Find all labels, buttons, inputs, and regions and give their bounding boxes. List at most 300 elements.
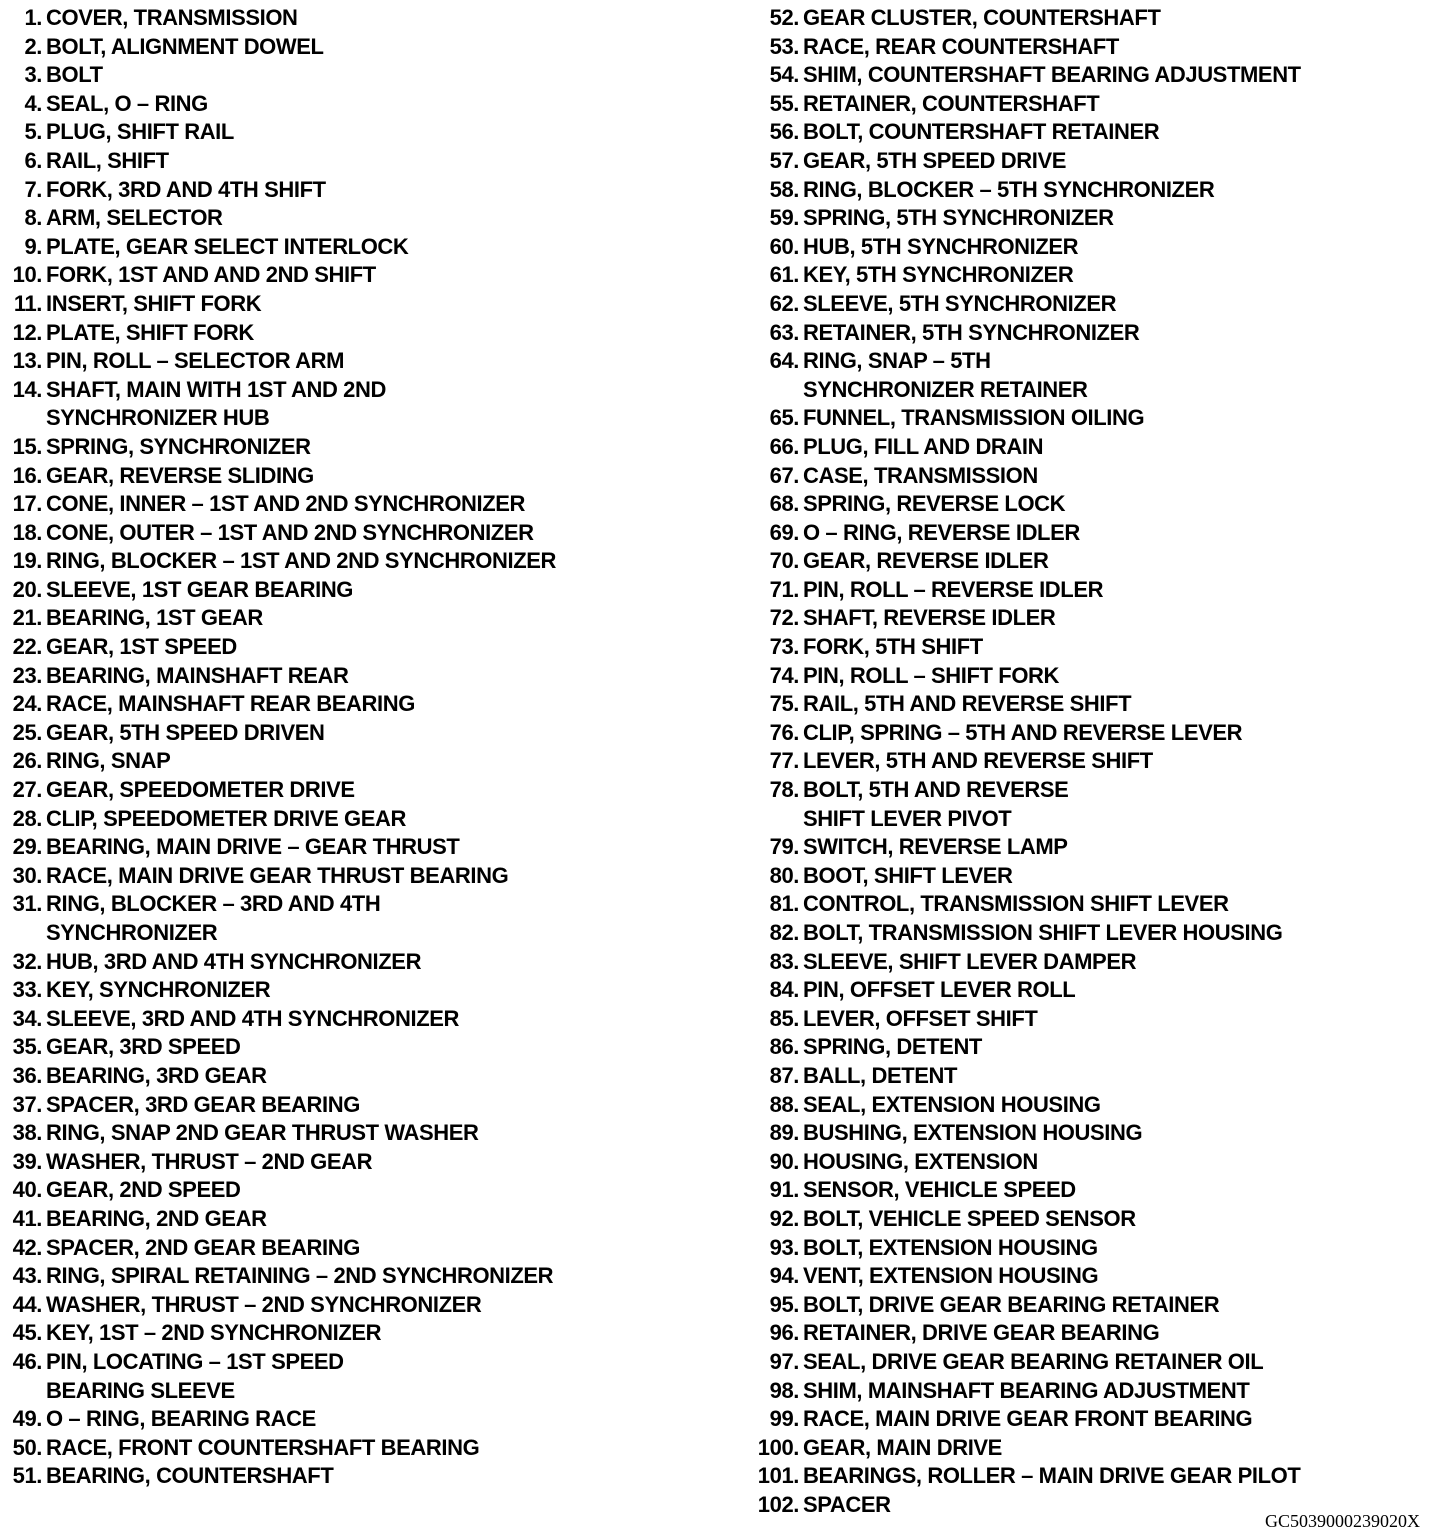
legend-item	[0, 319, 700, 348]
item-number: 18.	[12, 519, 42, 545]
item-description	[46, 1262, 553, 1291]
item-text: RETAINER, 5TH SYNCHRONIZER	[803, 319, 1140, 345]
item-text: KEY, 5TH SYNCHRONIZER	[803, 262, 1074, 288]
item-description	[803, 1377, 1249, 1406]
item-number: 69.	[769, 519, 799, 545]
item-number: 101.	[757, 1463, 799, 1489]
legend-item	[748, 319, 1428, 348]
item-number: 79.	[769, 834, 799, 860]
legend-item	[748, 1062, 1428, 1091]
item-number: 70.	[769, 548, 799, 574]
item-number: 80.	[769, 862, 799, 888]
item-text: PLUG, SHIFT RAIL	[46, 119, 234, 145]
item-description	[803, 662, 1059, 691]
item-text: BEARING, COUNTERSHAFT	[46, 1463, 334, 1489]
item-number: 87.	[769, 1062, 799, 1088]
item-description	[46, 261, 376, 290]
item-number: 62.	[769, 290, 799, 316]
item-number: 91.	[769, 1177, 799, 1203]
legend-item	[0, 433, 700, 462]
item-text: GEAR, 5TH SPEED DRIVEN	[46, 719, 325, 745]
legend-item	[0, 1234, 700, 1263]
item-number: 14.	[12, 376, 42, 402]
item-number: 29.	[12, 834, 42, 860]
item-description	[803, 1005, 1037, 1034]
legend-item	[748, 118, 1428, 147]
item-text: PLUG, FILL AND DRAIN	[803, 433, 1044, 459]
legend-item	[0, 519, 700, 548]
legend-item	[748, 147, 1428, 176]
item-text: BOLT, COUNTERSHAFT RETAINER	[803, 119, 1160, 145]
item-text: GEAR, SPEEDOMETER DRIVE	[46, 777, 355, 803]
legend-item	[748, 462, 1428, 491]
legend-item	[0, 776, 700, 805]
item-text: HUB, 5TH SYNCHRONIZER	[803, 233, 1079, 259]
item-number: 83.	[769, 948, 799, 974]
item-number: 85.	[769, 1005, 799, 1031]
legend-item	[748, 976, 1428, 1005]
item-number: 33.	[12, 977, 42, 1003]
item-description	[803, 776, 1068, 833]
item-text: SLEEVE, 1ST GEAR BEARING	[46, 576, 354, 602]
legend-item	[0, 1033, 700, 1062]
legend-item	[748, 290, 1428, 319]
legend-item	[0, 719, 700, 748]
item-text: SHIM, COUNTERSHAFT BEARING ADJUSTMENT	[803, 62, 1301, 88]
item-description	[803, 433, 1043, 462]
figure-id: GC5039000239020X	[1264, 1511, 1420, 1531]
legend-item	[748, 233, 1428, 262]
item-number: 81.	[769, 891, 799, 917]
legend-item	[748, 261, 1428, 290]
item-text: CLIP, SPRING – 5TH AND REVERSE LEVER	[803, 719, 1243, 745]
item-number: 82.	[769, 920, 799, 945]
item-text: KEY, 1ST – 2ND SYNCHRONIZER	[46, 1320, 382, 1346]
legend-item	[748, 33, 1428, 62]
item-text: HUB, 3RD AND 4TH SYNCHRONIZER	[46, 948, 422, 974]
item-description	[803, 1291, 1219, 1320]
item-text: SHIM, MAINSHAFT BEARING ADJUSTMENT	[803, 1377, 1250, 1403]
item-text: PIN, ROLL – REVERSE IDLER	[803, 576, 1104, 602]
item-text: BOLT, TRANSMISSION SHIFT LEVER HOUSING	[803, 920, 1283, 945]
legend-item	[0, 90, 700, 119]
item-text: GEAR, 3RD SPEED	[46, 1034, 241, 1060]
item-number: 75.	[769, 691, 799, 717]
item-text: SPRING, SYNCHRONIZER	[46, 433, 311, 459]
item-number: 84.	[769, 977, 799, 1003]
item-number: 63.	[769, 319, 799, 345]
item-number: 67.	[769, 462, 799, 488]
item-description	[46, 1062, 267, 1091]
legend-item	[748, 1377, 1428, 1406]
legend-item	[0, 462, 700, 491]
legend-item	[748, 433, 1428, 462]
item-text: SENSOR, VEHICLE SPEED	[803, 1177, 1076, 1203]
item-number: 95.	[769, 1291, 799, 1317]
item-number: 36.	[12, 1062, 42, 1088]
item-number: 35.	[12, 1034, 42, 1060]
item-text: BOLT	[46, 62, 103, 88]
legend-item	[748, 890, 1428, 919]
item-description	[803, 118, 1159, 147]
item-number: 40.	[12, 1177, 42, 1203]
item-description	[803, 1119, 1142, 1148]
item-text: RING, SNAP	[46, 748, 171, 774]
item-text: O – RING, REVERSE IDLER	[803, 519, 1080, 545]
item-description	[46, 176, 326, 205]
item-text: SPACER	[803, 1491, 891, 1517]
item-number: 68.	[769, 491, 799, 517]
item-description	[46, 948, 421, 977]
item-text: PLATE, GEAR SELECT INTERLOCK	[46, 233, 409, 259]
item-text: RING, BLOCKER – 5TH SYNCHRONIZER	[803, 176, 1215, 202]
legend-item	[748, 490, 1428, 519]
item-description	[46, 1091, 360, 1120]
item-number: 22.	[12, 634, 42, 660]
item-description	[46, 862, 508, 891]
item-number: 76.	[769, 719, 799, 745]
item-description	[46, 1234, 360, 1263]
item-number: 26.	[12, 748, 42, 774]
item-description	[46, 1434, 479, 1463]
item-number: 74.	[769, 662, 799, 688]
legend-item	[748, 61, 1428, 90]
item-text-continuation: SYNCHRONIZER RETAINER	[803, 376, 1088, 402]
legend-item	[748, 1234, 1428, 1263]
legend-item	[0, 61, 700, 90]
item-text: SLEEVE, 5TH SYNCHRONIZER	[803, 290, 1117, 316]
legend-item	[0, 1405, 700, 1434]
item-text-continuation: SHIFT LEVER PIVOT	[803, 805, 1012, 831]
item-text: GEAR, REVERSE IDLER	[803, 548, 1049, 574]
item-text: LEVER, OFFSET SHIFT	[803, 1005, 1038, 1031]
item-description	[46, 576, 353, 605]
item-text: RING, SNAP – 5TH	[803, 348, 991, 374]
legend-item	[748, 1119, 1428, 1148]
legend-item	[0, 33, 700, 62]
item-number: 2.	[24, 33, 42, 59]
item-description	[46, 1348, 344, 1405]
item-description	[46, 1405, 316, 1434]
legend-item	[0, 176, 700, 205]
item-number: 73.	[769, 634, 799, 660]
item-text: CASE, TRANSMISSION	[803, 462, 1038, 488]
legend-item	[748, 1176, 1428, 1205]
legend-item	[0, 1291, 700, 1320]
item-text: PIN, ROLL – SELECTOR ARM	[46, 348, 345, 374]
item-text: BEARINGS, ROLLER – MAIN DRIVE GEAR PILOT	[803, 1463, 1301, 1489]
item-number: 100.	[757, 1434, 799, 1460]
item-text: RING, SNAP 2ND GEAR THRUST WASHER	[46, 1120, 479, 1146]
legend-item	[0, 1005, 700, 1034]
item-number: 21.	[12, 605, 42, 631]
item-text: SLEEVE, 3RD AND 4TH SYNCHRONIZER	[46, 1005, 459, 1031]
item-description	[46, 1148, 372, 1177]
item-number: 93.	[769, 1234, 799, 1260]
item-number: 28.	[12, 805, 42, 831]
item-description	[46, 776, 355, 805]
item-description	[46, 33, 324, 62]
legend-item	[748, 1405, 1428, 1434]
item-description	[46, 1176, 241, 1205]
item-description	[46, 890, 380, 947]
item-description	[46, 1119, 479, 1148]
item-text: SPRING, DETENT	[803, 1034, 982, 1060]
legend-item	[748, 776, 1428, 833]
legend-item	[0, 1119, 700, 1148]
legend-item	[748, 547, 1428, 576]
item-text: WASHER, THRUST – 2ND SYNCHRONIZER	[46, 1291, 482, 1317]
legend-item	[0, 1176, 700, 1205]
item-description	[803, 1491, 891, 1520]
legend-item	[748, 862, 1428, 891]
legend-item	[0, 805, 700, 834]
item-number: 4.	[24, 90, 42, 116]
item-number: 71.	[769, 576, 799, 602]
item-text-continuation: SYNCHRONIZER	[46, 920, 218, 945]
item-description	[46, 633, 237, 662]
item-description	[46, 290, 261, 319]
item-number: 53.	[769, 33, 799, 59]
item-text: RAIL, 5TH AND REVERSE SHIFT	[803, 691, 1132, 717]
legend-item	[748, 90, 1428, 119]
item-text: BEARING, 2ND GEAR	[46, 1205, 267, 1231]
item-text: GEAR CLUSTER, COUNTERSHAFT	[803, 5, 1161, 30]
legend-item	[0, 261, 700, 290]
item-number: 19.	[12, 548, 42, 574]
legend-item	[0, 547, 700, 576]
item-number: 7.	[24, 176, 42, 202]
item-description	[46, 4, 298, 33]
item-text: RACE, MAIN DRIVE GEAR THRUST BEARING	[46, 862, 509, 888]
item-text: CLIP, SPEEDOMETER DRIVE GEAR	[46, 805, 407, 831]
item-text: BOLT, DRIVE GEAR BEARING RETAINER	[803, 1291, 1220, 1317]
item-description	[803, 33, 1119, 62]
legend-item	[0, 1148, 700, 1177]
item-number: 42.	[12, 1234, 42, 1260]
legend-column-right	[748, 4, 1428, 1519]
item-text-continuation: SYNCHRONIZER HUB	[46, 405, 270, 431]
item-description	[46, 1319, 381, 1348]
item-text: BOLT, ALIGNMENT DOWEL	[46, 33, 324, 59]
legend-item	[0, 633, 700, 662]
item-description	[803, 519, 1080, 548]
item-description	[803, 1348, 1263, 1377]
item-description	[803, 462, 1038, 491]
item-number: 30.	[12, 862, 42, 888]
item-text: FORK, 5TH SHIFT	[803, 634, 983, 660]
item-number: 38.	[12, 1120, 42, 1146]
legend-item	[748, 948, 1428, 977]
legend-item	[748, 519, 1428, 548]
item-number: 54.	[769, 62, 799, 88]
item-description	[46, 433, 311, 462]
item-description	[803, 147, 1066, 176]
legend-item	[748, 404, 1428, 433]
item-description	[803, 1405, 1252, 1434]
item-number: 94.	[769, 1263, 799, 1289]
item-number: 55.	[769, 90, 799, 116]
item-text: RING, BLOCKER – 3RD AND 4TH	[46, 891, 381, 917]
item-number: 66.	[769, 433, 799, 459]
item-number: 32.	[12, 948, 42, 974]
item-text: WASHER, THRUST – 2ND GEAR	[46, 1148, 373, 1174]
item-number: 25.	[12, 719, 42, 745]
item-text: PLATE, SHIFT FORK	[46, 319, 254, 345]
legend-item	[748, 1462, 1428, 1491]
item-text: FUNNEL, TRANSMISSION OILING	[803, 405, 1145, 431]
item-description	[803, 604, 1055, 633]
item-text: LEVER, 5TH AND REVERSE SHIFT	[803, 748, 1153, 774]
item-number: 99.	[769, 1406, 799, 1432]
item-number: 49.	[12, 1406, 42, 1432]
item-number: 31.	[12, 891, 42, 917]
item-description	[803, 1234, 1098, 1263]
legend-item	[0, 376, 700, 433]
legend-item	[0, 1319, 700, 1348]
item-text: GEAR, 2ND SPEED	[46, 1177, 241, 1203]
item-text: PIN, OFFSET LEVER ROLL	[803, 977, 1076, 1003]
legend-item	[0, 833, 700, 862]
legend-item	[748, 347, 1428, 404]
item-number: 20.	[12, 576, 42, 602]
item-description	[46, 319, 254, 348]
item-number: 51.	[12, 1463, 42, 1489]
item-number: 27.	[12, 777, 42, 803]
item-description	[46, 1005, 459, 1034]
item-description	[803, 233, 1078, 262]
item-description	[46, 1033, 241, 1062]
item-text: GEAR, MAIN DRIVE	[803, 1434, 1002, 1460]
item-number: 9.	[24, 233, 42, 259]
legend-item	[0, 4, 700, 33]
legend-item	[0, 147, 700, 176]
item-description	[803, 890, 1229, 919]
legend-item	[748, 4, 1428, 33]
item-description	[46, 376, 386, 433]
item-number: 56.	[769, 119, 799, 145]
item-description	[46, 347, 344, 376]
item-number: 34.	[12, 1005, 42, 1031]
legend-item	[748, 662, 1428, 691]
item-description	[46, 805, 406, 834]
item-description	[803, 90, 1099, 119]
item-description	[46, 519, 534, 548]
item-text: GEAR, 1ST SPEED	[46, 634, 237, 660]
item-text: RETAINER, COUNTERSHAFT	[803, 90, 1100, 116]
legend-item	[0, 1348, 700, 1405]
item-description	[803, 176, 1214, 205]
legend-item	[0, 1262, 700, 1291]
item-number: 52.	[769, 5, 799, 30]
item-description	[803, 719, 1242, 748]
item-text: COVER, TRANSMISSION	[46, 5, 298, 30]
item-description	[803, 833, 1068, 862]
item-number: 8.	[24, 205, 42, 231]
legend-item	[748, 919, 1428, 948]
item-text: SEAL, DRIVE GEAR BEARING RETAINER OIL	[803, 1348, 1264, 1374]
item-number: 86.	[769, 1034, 799, 1060]
item-text: SHAFT, MAIN WITH 1ST AND 2ND	[46, 376, 386, 402]
item-number: 10.	[12, 262, 42, 288]
legend-item	[748, 690, 1428, 719]
item-description	[46, 462, 314, 491]
item-description	[803, 1062, 957, 1091]
item-number: 102.	[757, 1491, 799, 1517]
item-description	[803, 1462, 1300, 1491]
item-description	[46, 61, 103, 90]
item-number: 45.	[12, 1320, 42, 1346]
item-number: 23.	[12, 662, 42, 688]
item-number: 13.	[12, 348, 42, 374]
item-description	[46, 690, 415, 719]
item-text: BOOT, SHIFT LEVER	[803, 862, 1013, 888]
item-text: GEAR, REVERSE SLIDING	[46, 462, 314, 488]
legend-item	[748, 1291, 1428, 1320]
legend-item	[748, 204, 1428, 233]
item-description	[803, 633, 983, 662]
item-text: GEAR, 5TH SPEED DRIVE	[803, 147, 1066, 173]
item-text: SHAFT, REVERSE IDLER	[803, 605, 1056, 631]
item-number: 89.	[769, 1120, 799, 1146]
item-number: 6.	[24, 147, 42, 173]
legend-column-left	[0, 4, 700, 1491]
item-text: RING, SPIRAL RETAINING – 2ND SYNCHRONIZER	[46, 1263, 554, 1289]
item-text: FORK, 3RD AND 4TH SHIFT	[46, 176, 326, 202]
legend-item	[748, 1148, 1428, 1177]
item-text: PIN, LOCATING – 1ST SPEED	[46, 1348, 344, 1374]
item-number: 44.	[12, 1291, 42, 1317]
legend-item	[0, 1462, 700, 1491]
item-description	[46, 1205, 267, 1234]
legend-item	[748, 576, 1428, 605]
item-description	[46, 747, 170, 776]
item-description	[46, 204, 223, 233]
item-number: 77.	[769, 748, 799, 774]
item-number: 58.	[769, 176, 799, 202]
item-description	[46, 90, 208, 119]
legend-item	[748, 604, 1428, 633]
item-text: FORK, 1ST AND AND 2ND SHIFT	[46, 262, 376, 288]
item-description	[803, 1434, 1002, 1463]
item-text: BOLT, EXTENSION HOUSING	[803, 1234, 1098, 1260]
item-number: 39.	[12, 1148, 42, 1174]
legend-item	[748, 633, 1428, 662]
item-description	[46, 1462, 333, 1491]
item-description	[803, 919, 1282, 948]
item-number: 98.	[769, 1377, 799, 1403]
item-description	[46, 118, 234, 147]
item-text: BUSHING, EXTENSION HOUSING	[803, 1120, 1143, 1146]
item-description	[803, 1033, 982, 1062]
item-description	[803, 747, 1153, 776]
legend-item	[0, 976, 700, 1005]
item-description	[803, 290, 1116, 319]
item-text: RACE, REAR COUNTERSHAFT	[803, 33, 1119, 59]
item-text: SPRING, 5TH SYNCHRONIZER	[803, 205, 1114, 231]
legend-item	[0, 747, 700, 776]
item-number: 61.	[769, 262, 799, 288]
item-description	[46, 547, 556, 576]
item-text: RACE, MAIN DRIVE GEAR FRONT BEARING	[803, 1406, 1253, 1432]
item-description	[46, 662, 348, 691]
item-number: 1.	[24, 5, 42, 30]
legend-item	[0, 604, 700, 633]
item-text: SEAL, O – RING	[46, 90, 208, 116]
item-description	[803, 976, 1075, 1005]
item-number: 3.	[24, 62, 42, 88]
legend-item	[748, 1262, 1428, 1291]
